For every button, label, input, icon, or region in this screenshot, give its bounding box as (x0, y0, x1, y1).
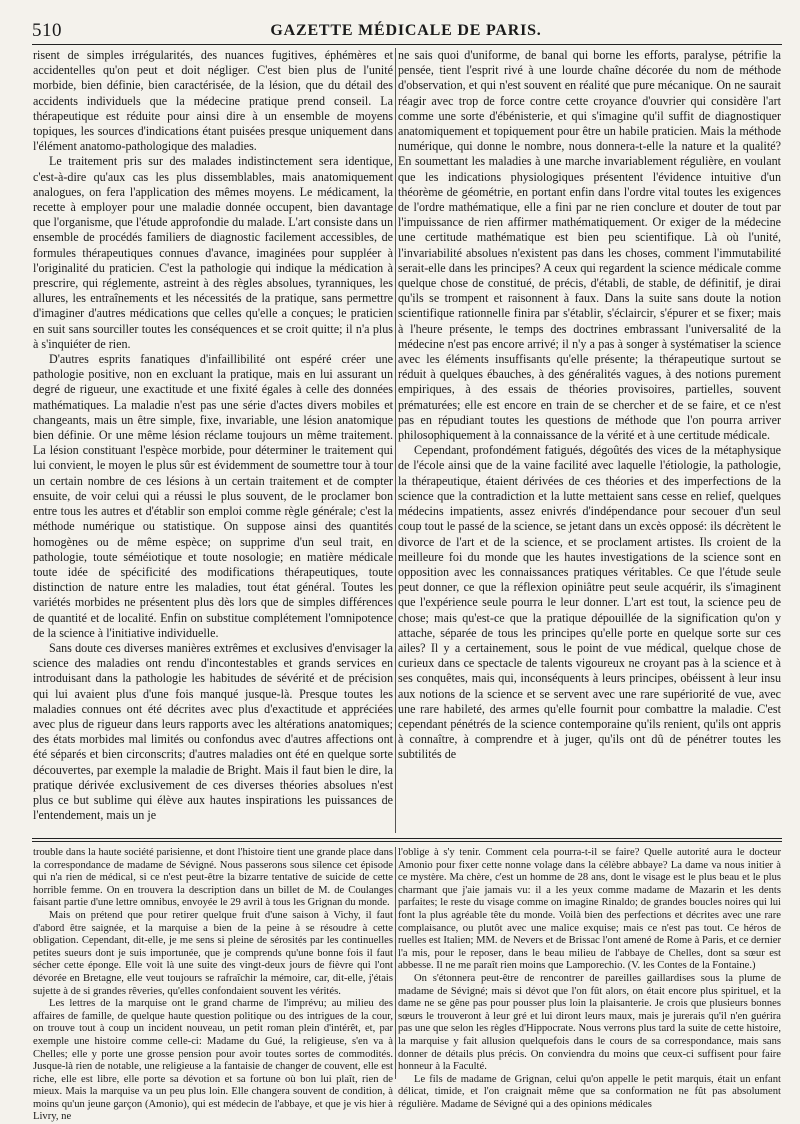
feuilleton-paragraph: On s'étonnera peut-être de rencontrer de pareilles gaillardises sous la plume de madame de Sévigné; mais si dévot que l'on fût alors, on était encore plus spirituel, et la dame ne se gêne pas pour pousser plus loin la plaisanterie. Je crois que plusieurs bonnes sœurs le trouveront à leur gré et lui diront leurs maux, mais je jurerais qu'il n'en guérira pas une que selon les règles d'Hippocrate. Nous verrons plus tard la suite de cette histoire, la marquise y fait allusion quelquefois dans le cours de sa correspondance, mais sans donner de détails plus précis. On conviendra du moins que ceux-ci suffisent pour faire honneur à la Faculté. (398, 972, 781, 1073)
feuilleton-paragraph: Les lettres de la marquise ont le grand charme de l'imprévu; au milieu des affaires de famille, de quelque haute question politique ou des intrigues de la cour, on trouve tout à coup un incident nouveau, un petit roman plein d'intérêt, et, par exemple une histoire comme celle-ci: Madame du Gué, la religieuse, s'en va à Chelles; elle y porte une grosse pension pour avoir toutes sortes de commodités. Jusque-là rien de notable, une religieuse a la fantaisie de changer de couvent, elle est riche, elle est libre, elle porte sa dévotion et sa fortune où bon lui plaît, rien de mieux. Mais la marquise va un peu plus loin. Elle changera souvent de condition, à moins qu'un jeune garçon (Amonio), qui est médecin de l'abbaye, et que je vis hier à Livry, ne (33, 998, 393, 1123)
article-right-column (398, 48, 781, 833)
feuilleton-paragraph: l'oblige à s'y tenir. Comment cela pourra-t-il se faire? Quelle autorité aura le docteur Amonio pour fixer cette nonne volage dans la célèbre abbaye? La dame va nous initier à ce mystère. Ma chère, c'est un homme de 28 ans, dont le visage est le plus beau et le plus charmant que j'aie jamais vu: il a les yeux comme madame de Mazarin et les dents parfaites; le reste du visage comme on imagine Rinaldo; de grandes boucles noires qui lui font la plus agréable tête du monde. Voilà bien des perfections et décrites avec une rare complaisance, ou plutôt avec une malice exquise; mais ce n'est pas tout. Ce héros de ruelles est Italien; MM. de Nevers et de Brissac l'ont amené de Rome à Paris, et ce dernier l'a mis, pour le reposer, dans le beau milieu de l'abbaye de Chelles, dont sa sœur est abbesse. Il ne me paraît rien moins que Lamporechio. (V. les Contes de la Fontaine.) (398, 847, 781, 972)
article-paragraph: risent de simples irrégularités, des nuances fugitives, éphémères et accidentelles qu'on peut et doit négliger. C'est bien plus de l'unité morbide, bien définie, bien caractérisée, de la lésion, que du détail des accidents individuels que la médecine pratique prend conseil. La thérapeutique est réduite pour ainsi dire à un ensemble de moyens topiques, les sources d'indications étant puisées presque uniquement dans l'élément anatomo-pathologique des maladies. (33, 48, 393, 154)
feuilleton-paragraph: Le fils de madame de Grignan, celui qu'on appelle le petit marquis, était un enfant délicat, timide, et l'on craignait même que sa conformation ne fût pas absolument régulière. Madame de Sévigné qui a des opinions médicales (398, 1073, 781, 1110)
article-paragraph: Le traitement pris sur des malades indistinctement sera identique, c'est-à-dire qu'aux cas les plus dissemblables, mais anatomiquement analogues, on fera l'application des mêmes moyens. Le médicament, la recette à employer pour une maladie donnée occupent, bien davantage que l'organisme, que l'étude approfondie du malade. L'art consiste dans un ensemble de procédés familiers de diagnostic facilement accessibles, de formules thérapeutiques connues d'avance, imaginées pour suppléer à l'originalité du praticien. C'est la pathologie qui indique la médication à prescrire, qui réglemente, astreint à des règles absolues, tyranniques, les allures, les entraînements et les nécessités de la pratique, sans permettre d'imaginer d'autres médications que celles qu'elle a conçues; le praticien en suit sans sourciller toutes les conséquences et se croit quitte; il n'a plus à s'inquiéter de rien. (33, 154, 393, 351)
article-paragraph: D'autres esprits fanatiques d'infaillibilité ont espéré créer une pathologie positive, non en excluant la pratique, mais en lui assurant un degré de rigueur, une exactitude et une fixité égales à celle des données mathématiques. La maladie n'est pas une série d'actes divers mobiles et changeants, mais un être simple, fixe, invariable, une lésion anatomique bien définie. Or une même lésion réclame toujours un même traitement. La lésion constituant l'espèce morbide, pour déterminer le traitement qui lui convient, le moyen le plus sûr est évidemment de soumettre tour à tour un certain nombre de ces lésions à un certain traitement et de compter ensuite, de voir celui qui a réussi le plus souvent, de le proclamer bon entre tous les autres et d'établir son emploi comme règle générale; c'est la méthode numérique ou statistique. On suppose ainsi des quantités homogènes ou de même espèce; on supprime d'un seul trait, en pathologie, toute séméiotique et toute nosologie; en matière médicale toute idée de spécificité des modifications thérapeutiques, toute distinction de nature entre les maladies, tout état général. Toutes les variétés morbides ne présentent plus dès lors que de simples différences de quantité et de localité. Enfin on substitue complétement l'omnipotence de la science à l'initiative individuelle. (33, 352, 393, 640)
article-paragraph: Sans doute ces diverses manières extrêmes et exclusives d'envisager la science des maladies ont rendu d'incontestables et grands services en introduisant dans la pathologie les habitudes de sévérité et de précision qui lui avaient plus d'une fois manqué jusque-là. Presque toutes les maladies connues ont été décrites avec plus d'exactitude et appréciées avec plus de rigueur dans leurs rapports avec les altérations anatomiques; des états morbides mal limités ou confondus avec d'autres affections ont été séparés et bien circonscrits; d'autres maladies ont été en quelque sorte découvertes, par exemple la maladie de Bright. Mais il faut bien le dire, la pratique dérivée exclusivement de ces diverses théories absolues n'est plus ce but sublime qui élève aux hautes inspirations les puissances de l'entendement, mais un je (33, 640, 393, 823)
feuilleton-left-column (33, 847, 393, 1123)
feuilleton-paragraph: trouble dans la haute société parisienne, et dont l'histoire tient une grande place dans la correspondance de madame de Sévigné. Nous passerons sous silence cet épisode qui n'a rien de médical, si ce n'est peut-être la bizarre tentative de suicide de cette horrible femme. On en trouvera la description dans un billet de M. de Coulanges faisant partie d'une lettre omnibus, envoyée le 29 avril à tous les Grignan du monde. (33, 847, 393, 909)
feuilleton-paragraph: Mais on prétend que pour retirer quelque fruit d'une saison à Vichy, il faut d'abord être saignée, et la marquise a bien de la peine à se résoudre à cette obligation. Cependant, dit-elle, je me sens si pleine de sérosités par les continuelles petites sueurs dont je suis importunée, que je comprends qu'une bonne fois il faut sécher cette éponge. Elle voit là une suite des vingt-deux jours de fièvre qui l'ont dévorée en Bretagne, elle veut toujours se rafraîchir la mémoire, car, dit-elle, j'étais sujette à de si grandes rêveries, qu'elles confondaient souvent les vérités. (33, 909, 393, 997)
article-paragraph: Cependant, profondément fatigués, dégoûtés des vices de la métaphysique de l'école ainsi que de la vaine facilité avec laquelle l'étiologie, la pathologie, la thérapeutique, étaient dérivées de ces théories et des imperfections de la science que la contradiction et la lutte mettaient sans cesse en relief, quelques médecins impatients, assez enivrés d'indépendance pour secouer d'un seul coup tout le passé de la science, se jetant dans un excès opposé: ils décrètent le divorce de l'art et de la science, et se proclament artistes. Ils croient de la meilleure foi du monde que les hautes investigations de la science sont en opposition avec les connaissances pratiques véritables. Ce que l'étude seule peut donner, ce que la réflexion opiniâtre peut seule acquérir, ils s'imaginent que l'expérience seule pourra le leur donner. L'art est tout, la science peu de chose; mais qu'est-ce que la pratique dépouillée de la signification qu'on y attache, séparée de tous les principes qu'elle porte en quelque sorte sur ces ailes? Il y a certainement, sous le point de vue médical, quelque chose de curieux dans ce spectacle de talents vigoureux ne croyant pas à la science et à ses conquêtes, mais qui, inconséquents à leurs principes, obéissent à leur insu aux notions de la science et se servent avec une rare supériorité de vue, avec une rare habileté, des armes qu'elle fournit pour combattre la maladie. C'est cependant pénétrés de la science contemporaine qu'ils renient, qu'ils ont appris à connaître, à comprendre et à juger, qu'ils ont dû de pénétrer toutes les subtilités de (398, 443, 781, 762)
feuilleton-rule (32, 838, 782, 839)
feuilleton-right-column (398, 847, 781, 1110)
article-left-column (33, 48, 393, 833)
article-paragraph: ne sais quoi d'uniforme, de banal qui borne les efforts, paralyse, pétrifie la pensée, tient l'esprit rivé à une lourde chaîne décorée du nom de méthode d'observation, et qui n'est souvent en réalité que pure mécanique. On ne saurait réagir avec trop de force contre cette croyance d'ouvrier qui considère l'art comme une sorte d'ébénisterie, et qui s'imagine qu'il suffit de diagnostiquer anatomiquement et topiquement pour être un habile praticien. Mais la méthode numérique, qui donne le nombre, nous donnera-t-elle la nature et la qualité? En soumettant les maladies à une marche invariablement régulière, en voulant que les indications physiologiques présentent l'évidence intuitive d'un théorème de géométrie, en portant enfin dans l'ordre vital toutes les exigences de l'ordre mathématique, elle a fini par ne rien conclure et douter de tout par l'impuissance de rien affirmer mathématiquement. Or exiger de la médecine une certitude mathématique est bien peu scientifique. Là où l'unité, l'invariabilité absolues n'existent pas dans les choses, comment l'immutabilité serait-elle dans les principes? A ceux qui regardent la science médicale comme quelque chose de constitué, de précis, d'établi, de stable, de définitif, je dirai qu'ils se trompent et raisonnent à faux. Dans la suite sans doute la notion scientifique rationnelle finira par s'établir, s'éclaircir, s'épurer et se fixer; mais à l'heure présente, le temps des doctrines embrassant l'universalité de la médecine n'est pas encore arrivé; il n'y a pas à songer à systématiser la science avec les éléments insuffisants qu'elle présente; la thérapeutique surtout se réduit à quelques ébauches, à des généralités vagues, à des notions purement empiriques, à des essais de théories provisoires, partielles, souvent prématurées; elle est encore en train de se chercher et de se faire, et ce n'est pas en répudiant toutes les questions de méthode que l'on pourra arriver philosophiquement à la connaissance de la vérité et à une certitude médicale. (398, 48, 781, 443)
journal-title: GAZETTE MÉDICALE DE PARIS. (270, 22, 542, 39)
column-divider-lower (395, 847, 396, 1079)
column-divider-upper (395, 48, 396, 833)
header-rule (32, 44, 782, 45)
page-number: 510 (32, 20, 62, 41)
feuilleton-rule-secondary (32, 841, 782, 842)
page-header (32, 20, 780, 42)
